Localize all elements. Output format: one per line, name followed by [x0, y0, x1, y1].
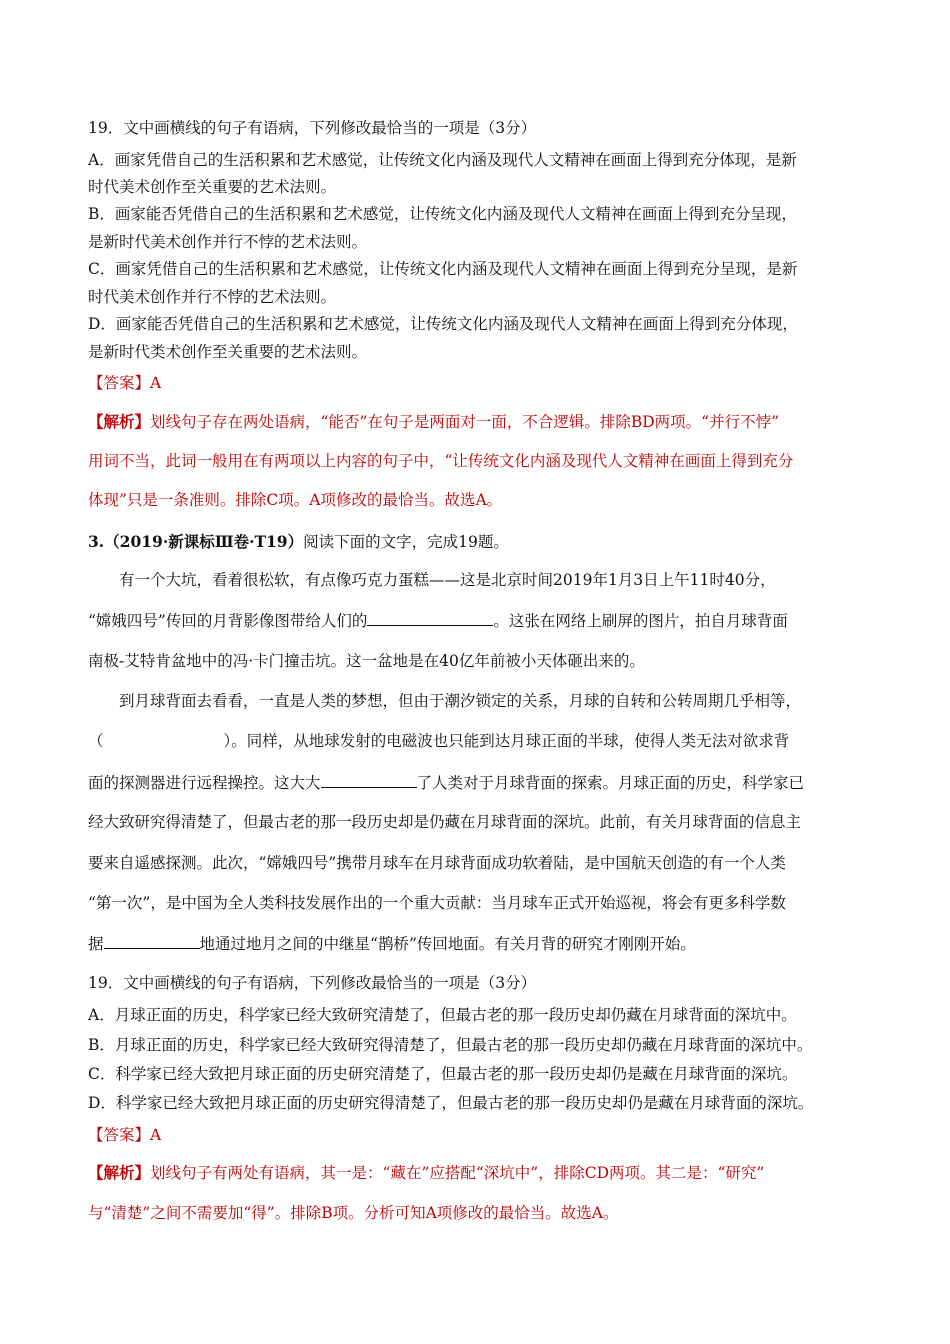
answer-label: 【答案】 [88, 374, 151, 392]
passage-line-9: “第一次”，是中国为全人类科技发展作出的一个重大贡献：当月球车正式开始巡视，将会有更多科学数 [88, 894, 786, 912]
answer-value: A [150, 374, 162, 392]
q1-option-c-line2: 时代美术创作并行不悖的艺术法则。 [88, 288, 337, 306]
q3-analysis-line2: 与“清楚”之间不需要加“得”。排除B项。分析可知A项修改的最恰当。故选A。 [88, 1204, 619, 1222]
fill-blank-4 [104, 932, 200, 949]
analysis-text: 划线句子存在两处语病，“能否”在句子是两面对一面，不合逻辑。排除BD两项。“并行不悖” [150, 413, 780, 431]
q1-option-d-line1: D．画家能否凭借自己的生活积累和艺术感觉，让传统文化内涵及现代人文精神在画面上得到充分体现， [88, 315, 798, 333]
passage-line-3: 南极-艾特肯盆地中的冯·卡门撞击坑。这一盆地是在40亿年前被小天体砸出来的。 [88, 652, 645, 670]
q3-heading-source: 3.（2019·新课标Ⅲ卷·T19） [88, 532, 304, 551]
passage-line-6: 面的探测器进行远程操控。这大大 了人类对于月球背面的探索。月球正面的历史，科学家已 [88, 771, 868, 794]
q1-analysis-line2: 用词不当，此词一般用在有两项以上内容的句子中，“让传统文化内涵及现代人文精神在画面上得到充分 [88, 452, 794, 470]
q1-option-d-line2: 是新时代类术创作至关重要的艺术法则。 [88, 343, 368, 361]
passage-line-7: 经大致研究得清楚了，但最古老的那一段历史却是仍藏在月球背面的深坑。此前，有关月球背面的信息主 [88, 813, 802, 831]
answer-value: A [150, 1126, 162, 1144]
q1-analysis-line1 [88, 411, 868, 433]
q1-option-a-line1: A．画家凭借自己的生活积累和艺术感觉，让传统文化内涵及现代人文精神在画面上得到充分体现，是新 [88, 151, 797, 169]
q3-stem: 19．文中画横线的句子有语病，下列修改最恰当的一项是（3分） [88, 974, 537, 992]
passage-line-5: （ ）。同样，从地球发射的电磁波也只能到达月球正面的半球，使得人类无法对欲求背 [88, 732, 790, 750]
q1-option-b-line1: B．画家能否凭借自己的生活积累和艺术感觉，让传统文化内涵及现代人文精神在画面上得到充分呈现， [88, 205, 797, 223]
fill-blank-1 [367, 609, 493, 626]
analysis-label: 【解析】 [88, 1163, 151, 1182]
q3-answer [88, 1124, 868, 1146]
analysis-label: 【解析】 [88, 412, 151, 431]
q3-heading [88, 531, 868, 553]
q3-option-a: A．月球正面的历史，科学家已经大致研究清楚了，但最古老的那一段历史却仍藏在月球背面的深坑中。 [88, 1006, 797, 1024]
passage-line-10: 据 地通过地月之间的中继星“鹊桥”传回地面。有关月背的研究才刚刚开始。 [88, 932, 868, 955]
q3-heading-instruction: 阅读下面的文字，完成19题。 [303, 533, 509, 551]
q3-option-b: B．月球正面的历史，科学家已经大致研究得清楚了，但最古老的那一段历史却仍藏在月球背面的深坑中。 [88, 1036, 813, 1054]
passage-line-2: “嫦娥四号”传回的月背影像图带给人们的 。这张在网络上刷屏的图片，拍自月球背面 [88, 609, 868, 632]
q1-option-c-line1: C．画家凭借自己的生活积累和艺术感觉，让传统文化内涵及现代人文精神在画面上得到充分呈现，是新 [88, 260, 798, 278]
passage-line-8: 要来自遥感探测。此次，“嫦娥四号”携带月球车在月球背面成功软着陆，是中国航天创造的有一个人类 [88, 854, 786, 872]
q1-analysis-line3: 体现”只是一条准则。排除C项。A项修改的最恰当。故选A。 [88, 491, 503, 509]
q3-option-d: D．科学家已经大致把月球正面的历史研究得清楚了，但最古老的那一段历史却仍是藏在月球背面的深坑。 [88, 1094, 814, 1112]
passage-line-1: 有一个大坑，看着很松软，有点像巧克力蛋糕——这是北京时间2019年1月3日上午11时40分， [119, 571, 776, 589]
q1-stem: 19．文中画横线的句子有语病，下列修改最恰当的一项是（3分） [88, 119, 537, 137]
answer-label: 【答案】 [88, 1126, 151, 1144]
q3-option-c: C．科学家已经大致把月球正面的历史研究清楚了，但最古老的那一段历史却仍是藏在月球背面的深坑。 [88, 1065, 798, 1083]
fill-blank-3 [321, 771, 417, 788]
q1-answer [88, 372, 868, 394]
analysis-text: 划线句子有两处有语病，其一是：“藏在”应搭配“深坑中”，排除CD两项。其二是：“研究” [150, 1164, 765, 1182]
q1-option-a-line2: 时代美术创作至关重要的艺术法则。 [88, 178, 337, 196]
q3-analysis-line1 [88, 1162, 868, 1184]
q1-option-b-line2: 是新时代美术创作并行不悖的艺术法则。 [88, 233, 368, 251]
passage-line-4: 到月球背面去看看，一直是人类的梦想，但由于潮汐锁定的关系，月球的自转和公转周期几乎相等， [119, 692, 802, 710]
